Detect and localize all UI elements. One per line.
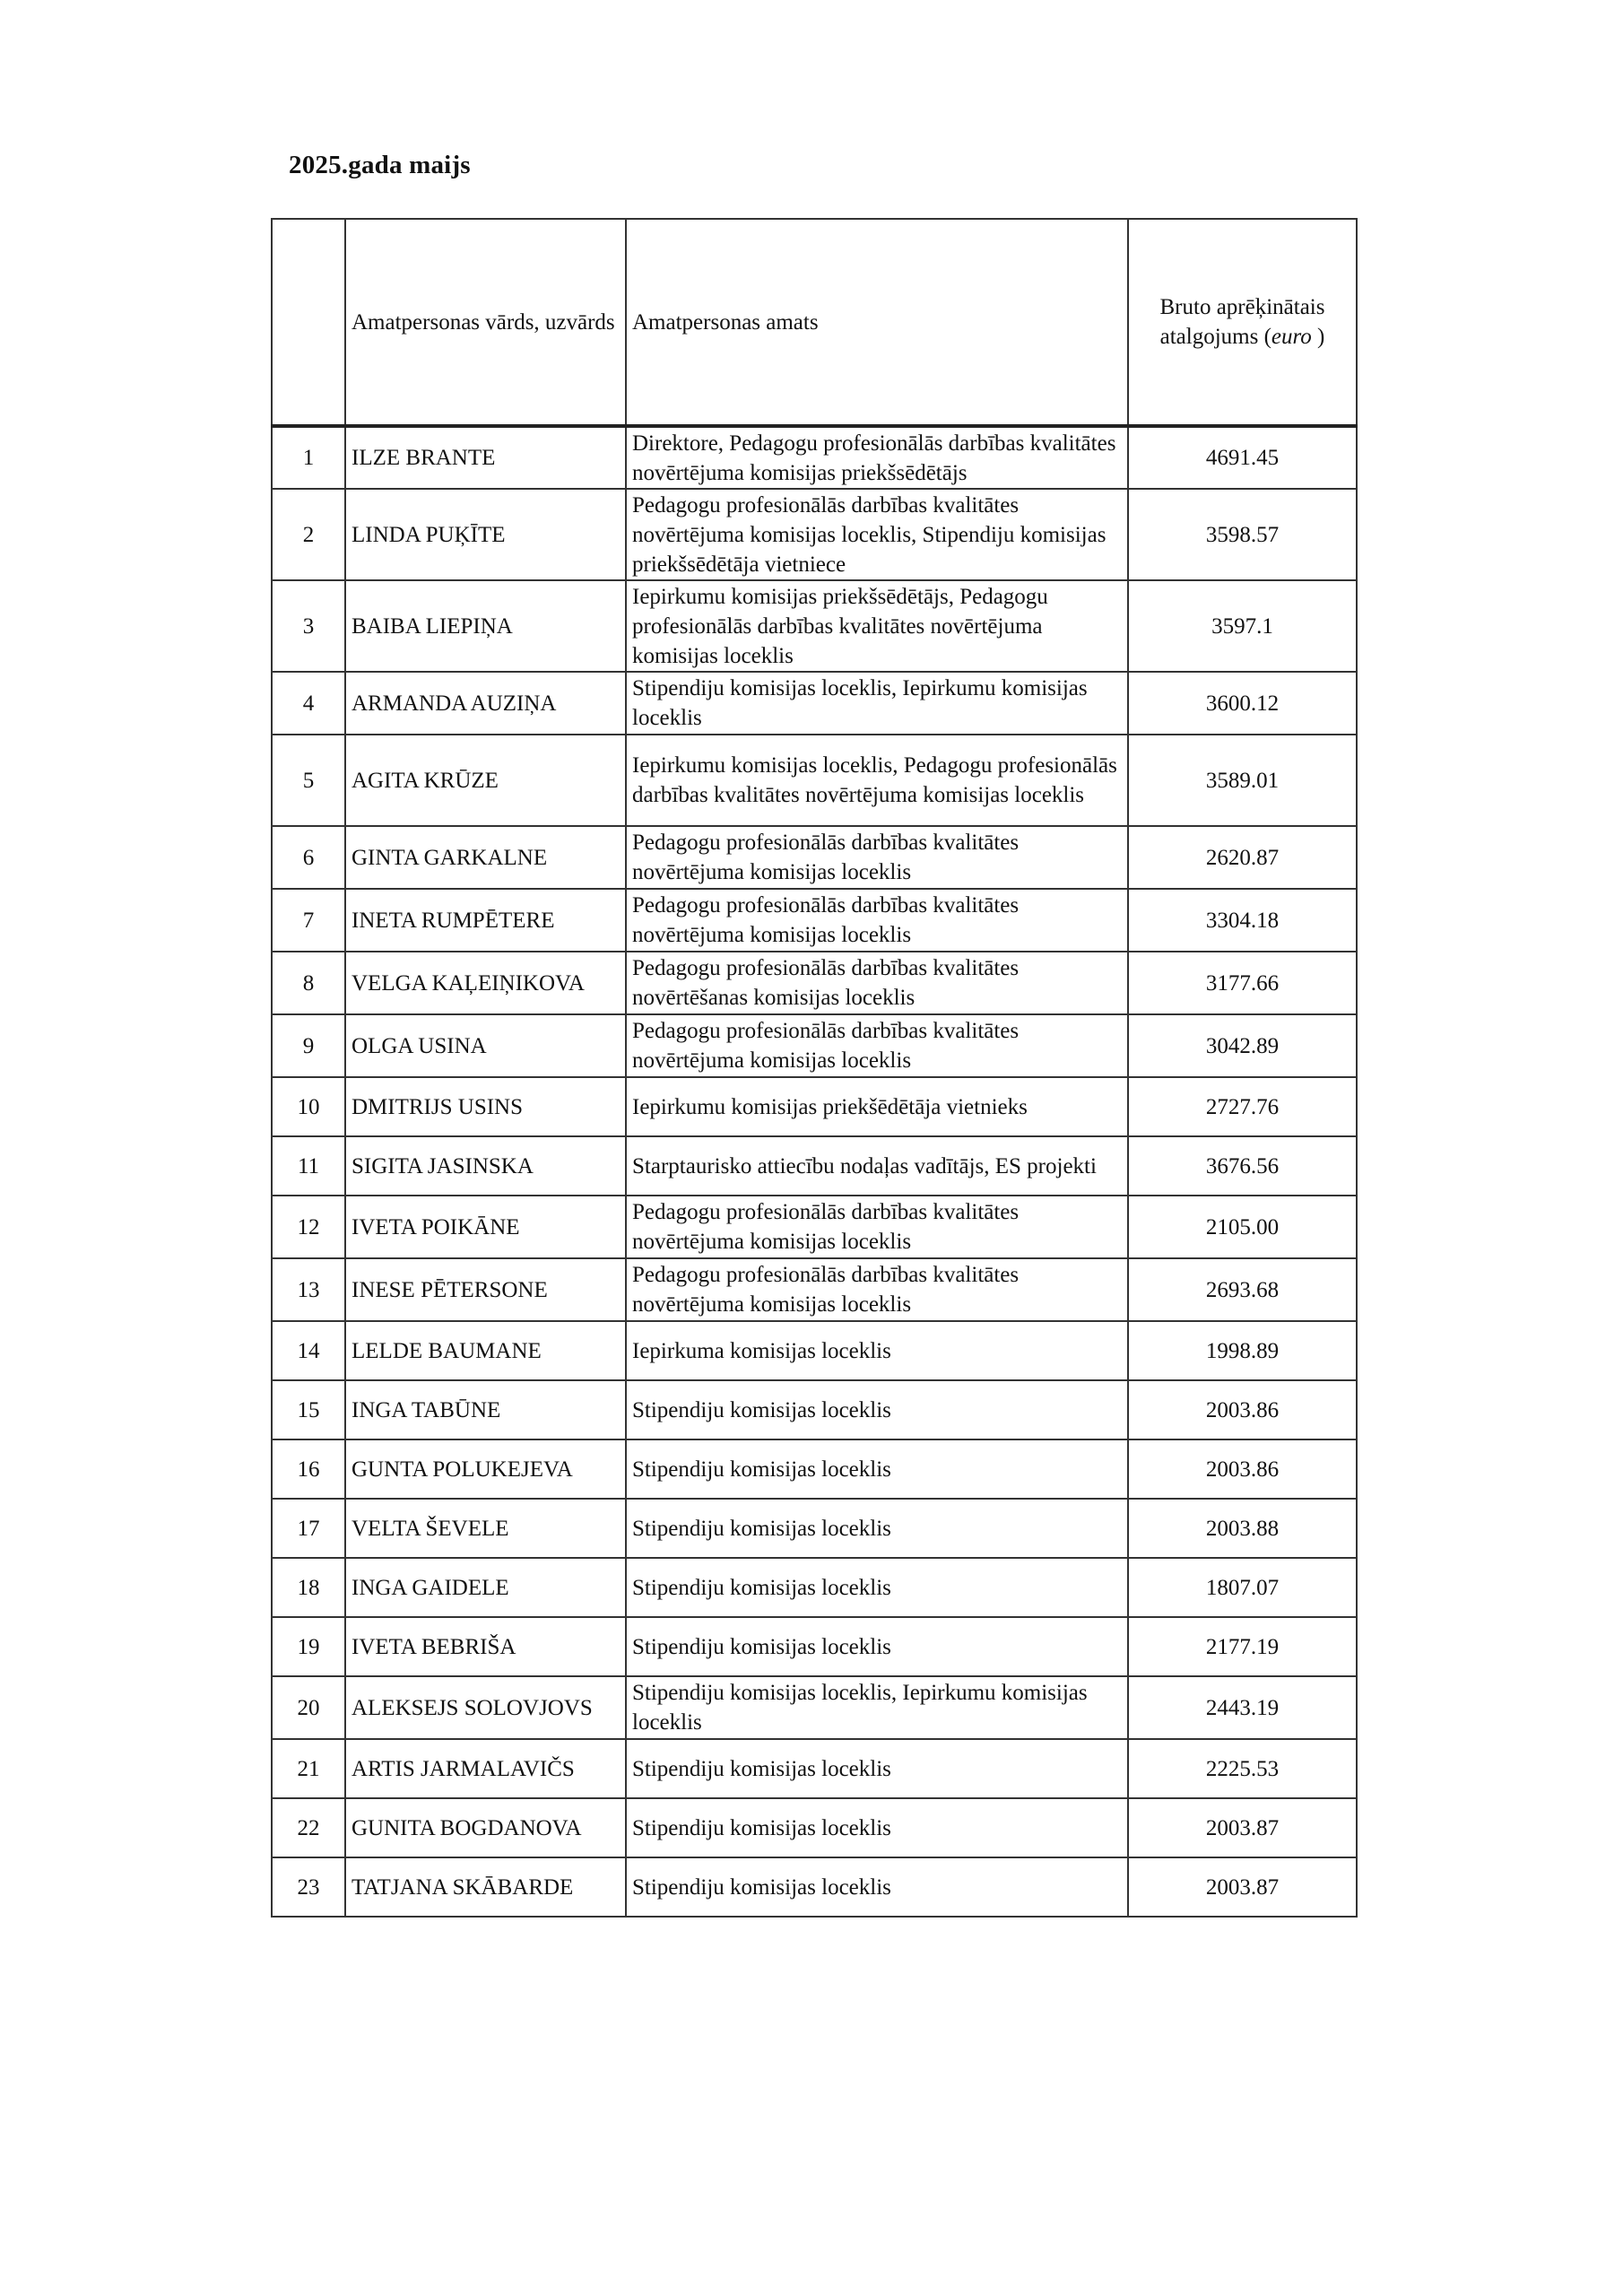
row-position: Stipendiju komisijas loceklis (626, 1857, 1128, 1917)
row-position: Stipendiju komisijas loceklis (626, 1558, 1128, 1617)
row-number: 4 (272, 672, 345, 735)
row-number: 12 (272, 1196, 345, 1258)
table-row (272, 889, 1357, 952)
row-position: Stipendiju komisijas loceklis (626, 1739, 1128, 1798)
row-name: SIGITA JASINSKA (345, 1136, 626, 1196)
row-number: 1 (272, 426, 345, 489)
table-row (272, 735, 1357, 826)
table-row (272, 1676, 1357, 1739)
row-name: INETA RUMPĒTERE (345, 889, 626, 952)
row-position: Pedagogu profesionālās darbības kvalitātes novērtējuma komisijas loceklis (626, 826, 1128, 889)
row-salary: 3598.57 (1128, 489, 1357, 580)
row-name: GUNTA POLUKEJEVA (345, 1439, 626, 1499)
row-name: IVETA BEBRIŠA (345, 1617, 626, 1676)
page-title: 2025.gada maijs (289, 151, 471, 179)
table-row (272, 1077, 1357, 1136)
header-number (272, 219, 345, 426)
table-body (272, 219, 1357, 1917)
row-number: 6 (272, 826, 345, 889)
row-position: Iepirkuma komisijas loceklis (626, 1321, 1128, 1380)
row-number: 7 (272, 889, 345, 952)
row-position: Pedagogu profesionālās darbības kvalitātes novērtējuma komisijas loceklis (626, 1196, 1128, 1258)
row-name: AGITA KRŪZE (345, 735, 626, 826)
table-row (272, 1136, 1357, 1196)
row-name: GINTA GARKALNE (345, 826, 626, 889)
row-number: 8 (272, 952, 345, 1014)
row-position: Iepirkumu komisijas priekšsēdētājs, Pedagogu profesionālās darbības kvalitātes novērtējuma komisijas loceklis (626, 580, 1128, 672)
table-row (272, 1617, 1357, 1676)
table-header-row (272, 219, 1357, 426)
row-number: 15 (272, 1380, 345, 1439)
row-name: BAIBA LIEPIŅA (345, 580, 626, 672)
row-name: OLGA USINA (345, 1014, 626, 1077)
row-name: INESE PĒTERSONE (345, 1258, 626, 1321)
row-position: Stipendiju komisijas loceklis (626, 1380, 1128, 1439)
table-row (272, 672, 1357, 735)
row-number: 18 (272, 1558, 345, 1617)
row-salary: 2177.19 (1128, 1617, 1357, 1676)
row-salary: 3042.89 (1128, 1014, 1357, 1077)
row-salary: 1807.07 (1128, 1558, 1357, 1617)
row-salary: 2225.53 (1128, 1739, 1357, 1798)
row-position: Pedagogu profesionālās darbības kvalitātes novērtējuma komisijas loceklis, Stipendiju komisijas priekšsēdētāja vietniece (626, 489, 1128, 580)
row-salary: 3597.1 (1128, 580, 1357, 672)
row-position: Pedagogu profesionālās darbības kvalitātes novērtēšanas komisijas loceklis (626, 952, 1128, 1014)
row-number: 5 (272, 735, 345, 826)
header-position: Amatpersonas amats (626, 219, 1128, 426)
row-number: 9 (272, 1014, 345, 1077)
salary-table (271, 218, 1358, 1918)
row-salary: 4691.45 (1128, 426, 1357, 489)
row-number: 16 (272, 1439, 345, 1499)
row-position: Stipendiju komisijas loceklis (626, 1617, 1128, 1676)
row-position: Direktore, Pedagogu profesionālās darbības kvalitātes novērtējuma komisijas priekšsēdētājs (626, 426, 1128, 489)
row-salary: 3589.01 (1128, 735, 1357, 826)
row-position: Pedagogu profesionālās darbības kvalitātes novērtējuma komisijas loceklis (626, 889, 1128, 952)
salary-table-container (271, 218, 1358, 1918)
row-salary: 2003.88 (1128, 1499, 1357, 1558)
row-salary: 2105.00 (1128, 1196, 1357, 1258)
row-name: VELGA KAĻEIŅIKOVA (345, 952, 626, 1014)
row-position: Stipendiju komisijas loceklis (626, 1439, 1128, 1499)
row-name: ARTIS JARMALAVIČS (345, 1739, 626, 1798)
header-salary-unit: euro (1271, 325, 1312, 349)
header-salary (1128, 219, 1357, 426)
table-row (272, 489, 1357, 580)
table-row (272, 580, 1357, 672)
row-salary: 2443.19 (1128, 1676, 1357, 1739)
row-number: 19 (272, 1617, 345, 1676)
row-number: 21 (272, 1739, 345, 1798)
table-row (272, 826, 1357, 889)
header-salary-suffix: ) (1311, 325, 1325, 349)
row-salary: 2003.86 (1128, 1380, 1357, 1439)
row-position: Pedagogu profesionālās darbības kvalitātes novērtējuma komisijas loceklis (626, 1258, 1128, 1321)
row-position: Stipendiju komisijas loceklis (626, 1798, 1128, 1857)
row-name: LINDA PUĶĪTE (345, 489, 626, 580)
row-number: 23 (272, 1857, 345, 1917)
row-name: INGA GAIDELE (345, 1558, 626, 1617)
row-salary: 2727.76 (1128, 1077, 1357, 1136)
row-position: Stipendiju komisijas loceklis, Iepirkumu komisijas loceklis (626, 672, 1128, 735)
row-salary: 3676.56 (1128, 1136, 1357, 1196)
table-row (272, 952, 1357, 1014)
row-position: Starptaurisko attiecību nodaļas vadītājs, ES projekti (626, 1136, 1128, 1196)
row-name: ARMANDA AUZIŅA (345, 672, 626, 735)
table-row (272, 1857, 1357, 1917)
row-number: 17 (272, 1499, 345, 1558)
row-number: 2 (272, 489, 345, 580)
row-position: Pedagogu profesionālās darbības kvalitātes novērtējuma komisijas loceklis (626, 1014, 1128, 1077)
row-name: ILZE BRANTE (345, 426, 626, 489)
row-name: GUNITA BOGDANOVA (345, 1798, 626, 1857)
row-name: VELTA ŠEVELE (345, 1499, 626, 1558)
row-salary: 2620.87 (1128, 826, 1357, 889)
row-salary: 2693.68 (1128, 1258, 1357, 1321)
row-name: TATJANA SKĀBARDE (345, 1857, 626, 1917)
table-row (272, 1380, 1357, 1439)
row-salary: 2003.87 (1128, 1798, 1357, 1857)
row-salary: 2003.87 (1128, 1857, 1357, 1917)
row-position: Stipendiju komisijas loceklis (626, 1499, 1128, 1558)
row-name: IVETA POIKĀNE (345, 1196, 626, 1258)
header-salary-prefix: Bruto aprēķinātais atalgojums ( (1159, 295, 1325, 349)
row-number: 22 (272, 1798, 345, 1857)
row-name: INGA TABŪNE (345, 1380, 626, 1439)
row-number: 14 (272, 1321, 345, 1380)
row-salary: 2003.86 (1128, 1439, 1357, 1499)
table-row (272, 1798, 1357, 1857)
row-position: Iepirkumu komisijas priekšēdētāja vietnieks (626, 1077, 1128, 1136)
row-number: 10 (272, 1077, 345, 1136)
table-row (272, 426, 1357, 489)
table-row (272, 1739, 1357, 1798)
table-row (272, 1439, 1357, 1499)
row-number: 11 (272, 1136, 345, 1196)
table-row (272, 1258, 1357, 1321)
row-salary: 3177.66 (1128, 952, 1357, 1014)
row-number: 20 (272, 1676, 345, 1739)
table-row (272, 1196, 1357, 1258)
row-salary: 3600.12 (1128, 672, 1357, 735)
table-row (272, 1499, 1357, 1558)
table-row (272, 1014, 1357, 1077)
header-name: Amatpersonas vārds, uzvārds (345, 219, 626, 426)
row-position: Stipendiju komisijas loceklis, Iepirkumu komisijas loceklis (626, 1676, 1128, 1739)
row-salary: 1998.89 (1128, 1321, 1357, 1380)
row-number: 13 (272, 1258, 345, 1321)
row-name: ALEKSEJS SOLOVJOVS (345, 1676, 626, 1739)
row-name: LELDE BAUMANE (345, 1321, 626, 1380)
table-row (272, 1321, 1357, 1380)
table-row (272, 1558, 1357, 1617)
row-position: Iepirkumu komisijas loceklis, Pedagogu profesionālās darbības kvalitātes novērtējuma komisijas loceklis (626, 735, 1128, 826)
row-name: DMITRIJS USINS (345, 1077, 626, 1136)
row-number: 3 (272, 580, 345, 672)
row-salary: 3304.18 (1128, 889, 1357, 952)
